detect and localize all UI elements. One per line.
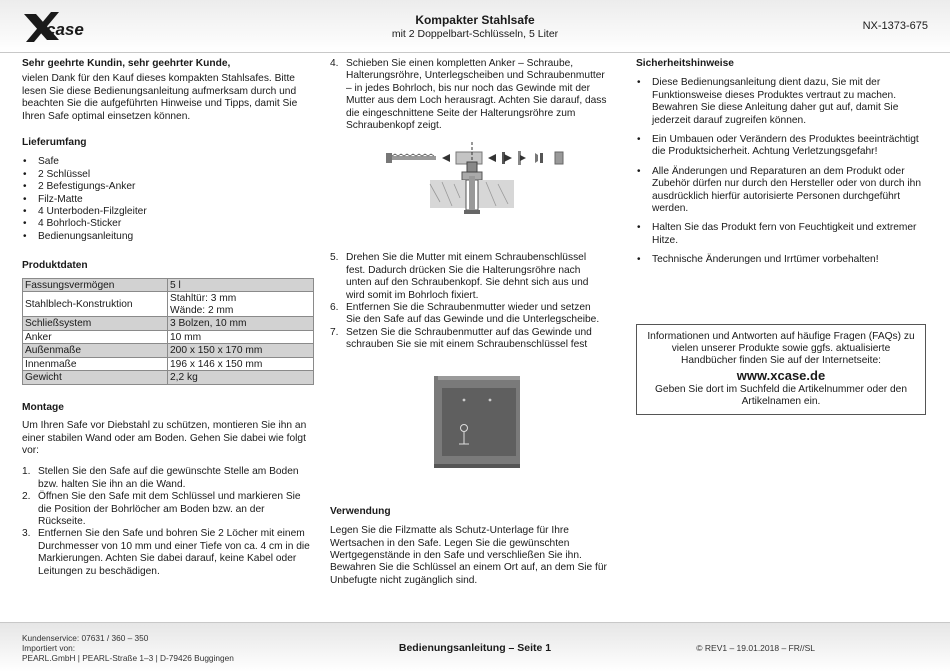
page-footer	[0, 622, 950, 672]
list-item: • 2 Befestigungs-Anker	[22, 181, 314, 193]
intro-text: vielen Dank für den Kauf dieses kompakten Stahlsafes. Bitte lesen Sie diese Bedienungsanleitung aufmerksam durch und beachten Sie die aufgeführten Hinweise und Tipps, damit Sie Ihren Safe optimal einsetzen können.	[22, 73, 298, 122]
spec-value: 196 x 146 x 150 mm	[168, 357, 314, 371]
safe-illustration	[330, 370, 608, 502]
column-left	[22, 58, 314, 578]
table-row	[23, 330, 314, 344]
faq-text: Informationen und Antworten auf häufige Fragen (FAQs) zu vielen unserer Produkte sowie ggfs. aktualisierte Handbücher finden Sie auf der Internetseite:	[647, 330, 915, 366]
spec-key: Fassungsvermögen	[23, 278, 168, 292]
list-item: • 4 Unterboden-Filzgleiter	[22, 206, 314, 218]
list-item: 2. Öffnen Sie den Safe mit dem Schlüssel und markieren Sie die Position der Bohrlöcher am Boden bzw. an der Rückseite.	[22, 491, 301, 527]
svg-text:case: case	[46, 20, 84, 39]
list-item: • 2 Schlüssel	[22, 169, 314, 181]
spec-key: Gewicht	[23, 371, 168, 385]
mount-intro: Um Ihren Safe vor Diebstahl zu schützen, montieren Sie ihn an einer stabilen Wand oder am Boden. Gehen Sie dabei wie folgt vor:	[22, 420, 307, 456]
table-row	[23, 371, 314, 385]
website-link[interactable]: www.xcase.de	[736, 367, 826, 383]
list-item: 1. Stellen Sie den Safe auf die gewünschte Stelle am Boden bzw. halten Sie ihn an die Wand.	[22, 466, 299, 490]
faq-box	[636, 324, 926, 415]
importer-label: Importiert von:	[22, 643, 76, 653]
mount-heading: Montage	[22, 401, 64, 413]
importer-address: PEARL.GmbH | PEARL-Straße 1–3 | D-79426 Buggingen	[22, 653, 234, 663]
list-item: • Ein Umbauen oder Verändern des Produktes beeinträchtigt die Produktsicherheit. Achtung Verletzungsgefahr!	[636, 134, 926, 159]
mount-steps-continued	[330, 58, 608, 132]
list-item: • 4 Bohrloch-Sticker	[22, 218, 314, 230]
anchor-illustration	[330, 132, 608, 252]
spec-key: Außenmaße	[23, 344, 168, 358]
delivery-list	[22, 156, 314, 243]
use-text: Legen Sie die Filzmatte als Schutz-Unterlage für Ihre Wertsachen in den Safe. Legen Sie die gewünschten Wertgegenstände in den Safe und verschließen Sie ihn. Bewahren Sie die Schlüssel an einem Ort auf, an dem Sie für Unbefugte nicht zugänglich sind.	[330, 525, 607, 586]
revision-info: © REV1 – 19.01.2018 – FR//SL	[696, 643, 815, 653]
list-item: 4. Schieben Sie einen kompletten Anker – Schraube, Halterungsröhre, Unterlegscheiben und Schraubenmutter – in jedes Bohrloch, bis nur noch das Gewinde mit der Mutter aus dem Loch herausragt. Achten Sie darauf, dass die eingeschnittene Seite der Halterungsröhre zum Schraubenkopf zeigt.	[330, 58, 607, 132]
greeting: Sehr geehrte Kundin, sehr geehrter Kunde,	[22, 58, 231, 69]
article-number: NX-1373-675	[862, 20, 928, 32]
spec-value: 2,2 kg	[168, 371, 314, 385]
delivery-heading: Lieferumfang	[22, 137, 87, 149]
list-item: • Filz-Matte	[22, 194, 314, 206]
list-item: • Bedienungsanleitung	[22, 231, 314, 243]
document-subtitle: mit 2 Doppelbart-Schlüsseln, 5 Liter	[391, 28, 559, 40]
list-item: • Safe	[22, 156, 314, 168]
anchor-cross-section	[430, 142, 514, 214]
use-heading: Verwendung	[330, 505, 391, 517]
specs-heading: Produktdaten	[22, 260, 88, 272]
table-row	[23, 357, 314, 371]
list-item: • Halten Sie das Produkt fern von Feuchtigkeit und extremer Hitze.	[636, 222, 926, 247]
column-right	[636, 58, 926, 415]
list-item: • Diese Bedienungsanleitung dient dazu, Sie mit der Funktionsweise dieses Produktes vertraut zu machen. Bewahren Sie diese Anleitung daher gut auf, damit Sie jederzeit darauf zugreifen können.	[636, 77, 926, 127]
column-middle	[330, 58, 608, 587]
table-row	[23, 344, 314, 358]
list-item: 6. Entfernen Sie die Schraubenmutter wieder und setzen Sie den Safe auf das Gewinde und die Unterlegscheibe.	[330, 302, 600, 326]
list-item: 7. Setzen Sie die Schraubenmutter auf das Gewinde und schrauben Sie sie mit einem Schraubenschlüssel fest	[330, 326, 592, 351]
spec-key: Schließsystem	[23, 317, 168, 331]
list-item: • Technische Änderungen und Irrtümer vorbehalten!	[636, 254, 926, 266]
table-row	[23, 292, 314, 317]
list-item: • Alle Änderungen und Reparaturen an dem Produkt oder Zubehör dürfen nur durch den Hersteller oder von durch ihn ausdrücklich hierfür autorisierte Personen durchgeführt werden.	[636, 166, 926, 216]
table-row	[23, 278, 314, 292]
list-item: 5. Drehen Sie die Mutter mit einem Schraubenschlüssel fest. Dadurch drücken Sie die Halterungsröhre nach unten auf den Schraubenkopf. Sie dehnt sich aus und wird somit im Bohrloch fixiert.	[330, 252, 589, 301]
mount-steps-5-7	[330, 252, 608, 351]
customer-service: Kundenservice: 07631 / 360 – 350	[22, 633, 149, 643]
spec-key: Anker	[23, 330, 168, 344]
safety-list	[636, 77, 926, 266]
faq-text-2: Geben Sie dort im Suchfeld die Artikelnummer oder den Artikelnamen ein.	[655, 383, 907, 407]
document-title: Kompakter Stahlsafe	[415, 13, 535, 27]
page-label: Bedienungsanleitung – Seite 1	[398, 642, 552, 654]
mount-steps	[22, 466, 314, 578]
safety-heading: Sicherheitshinweise	[636, 58, 734, 69]
spec-key: Stahlblech-Konstruktion	[23, 292, 168, 317]
page-header	[0, 0, 950, 53]
spec-value: Stahltür: 3 mm Wände: 2 mm	[168, 292, 314, 317]
spec-value: 5 l	[168, 278, 314, 292]
specs-table	[22, 278, 314, 385]
spec-value: 3 Bolzen, 10 mm	[168, 317, 314, 331]
spec-value: 200 x 150 x 170 mm	[168, 344, 314, 358]
spec-key: Innenmaße	[23, 357, 168, 371]
table-row	[23, 317, 314, 331]
list-item: 3. Entfernen Sie den Safe und bohren Sie 2 Löcher mit einem Durchmesser von 10 mm und einer Tiefe von ca. 4 cm in die Markierungen. Achten Sie dabei darauf, keine Kabel oder Leitungen zu beschädigen.	[22, 528, 310, 577]
spec-value: 10 mm	[168, 330, 314, 344]
